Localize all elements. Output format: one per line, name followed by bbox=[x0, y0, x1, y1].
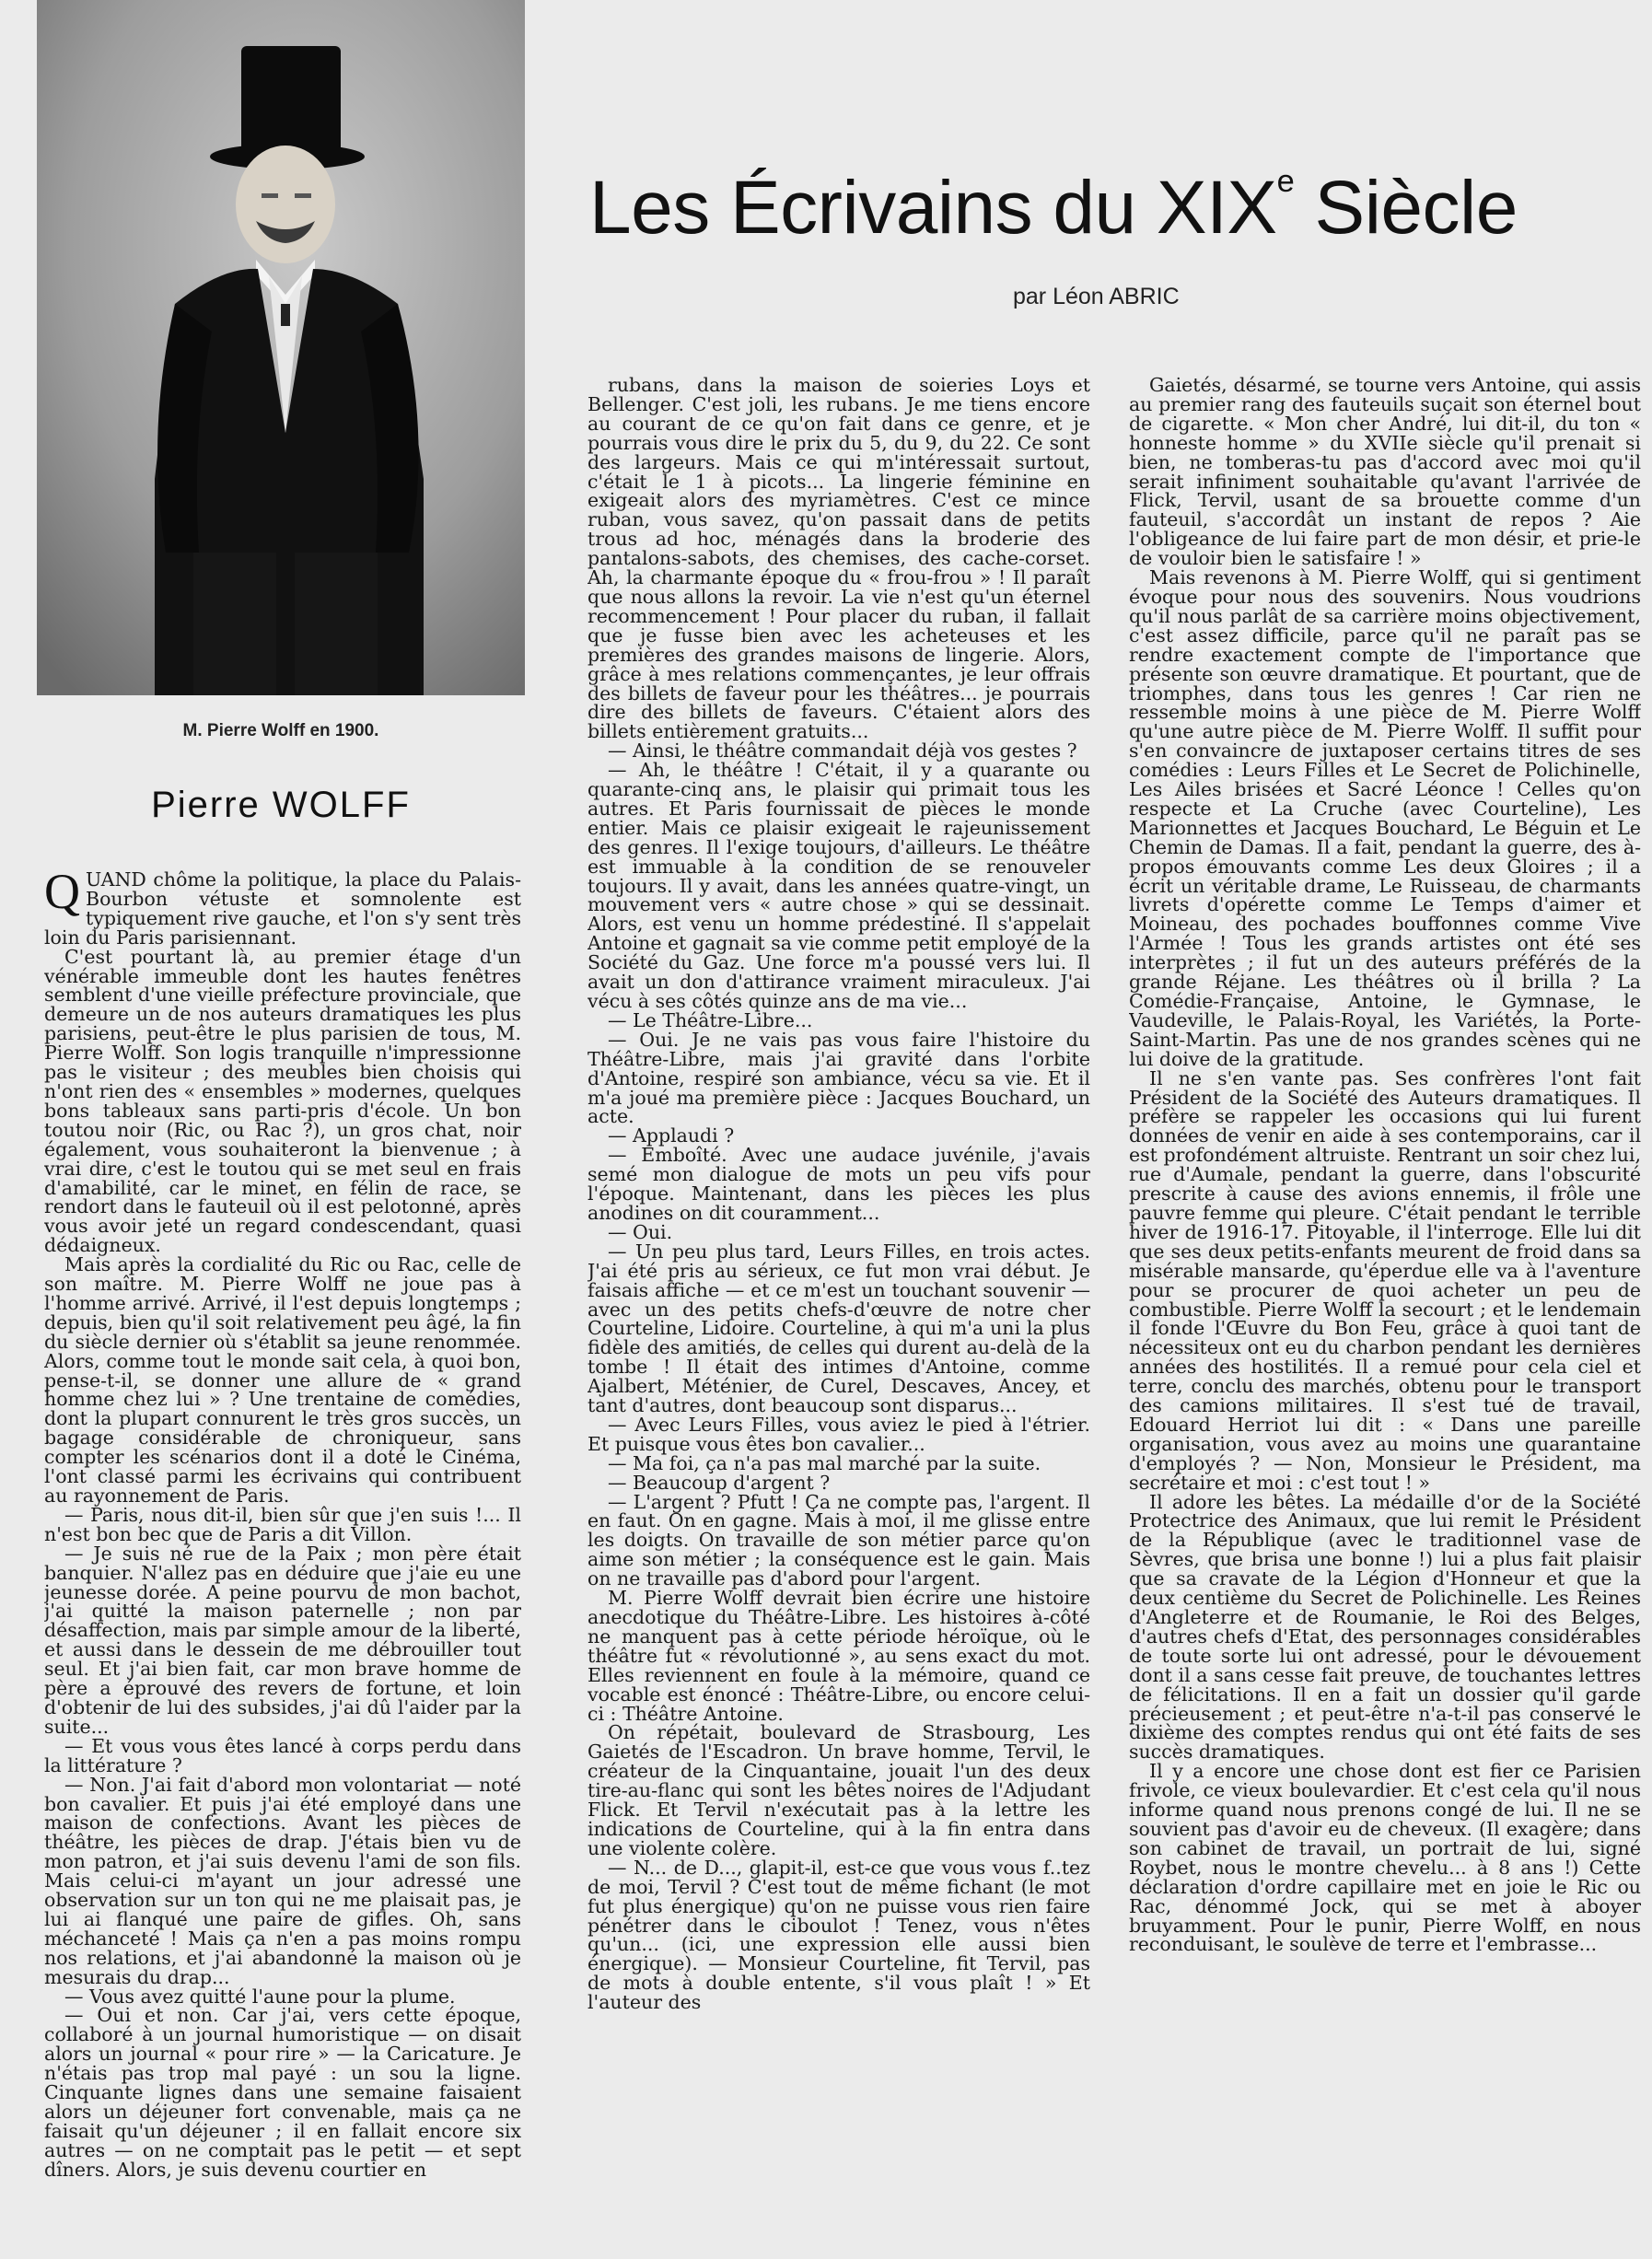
paragraph: — Et vous vous êtes lancé à corps perdu dans la littérature ? bbox=[44, 1734, 521, 1776]
paragraph: rubans, dans la maison de soieries Loys et Bellenger. C'est joli, les rubans. Je me tiens encore au courant de ce qu'on fait dans ce genre, et je pourrais vous dire le prix du 5, du 9, du 22. Ce sont des largeurs. Mais ce qui m'intéressait surtout, c'était le 1 à picots... La lingerie féminine en exigeait alors des myriamètres. C'est ce mince ruban, vous savez, qu'on passait dans de petits trous ad hoc, ménagés dans la broderie des pantalons-sabots, des chemises, des cache-corset. Ah, la charmante époque du « frou-frou » ! Il paraît que nous allons la revoir. La vie n'est qu'un éternel recommencement ! Pour placer du ruban, il fallait que je fusse bien avec les acheteuses et les premières des grandes maisons de lingerie. Alors, grâce à mes relations commençantes, je leur offrais des billets de faveur pour les théâtres... je pourrais dire des billets de faveurs. C'étaient alors des billets entièrement gratuits... bbox=[588, 376, 1090, 743]
paragraph: — N... de D..., glapit-il, est-ce que vous vous f..tez de moi, Tervil ? C'est tout de même fichant (le mot fut plus énergique) qu'on ne puisse vous rien faire pénétrer dans le ciboulot ! Tenez, vous n'êtes qu'un... (ici, une expression elle aussi bien énergique). — Monsieur Courteline, fit Tervil, pas de mots à double entente, s'il vous plaît ! » Et l'auteur des bbox=[588, 1856, 1090, 2014]
intro-paragraph bbox=[44, 870, 521, 948]
title-main: Les Écrivains du XIX bbox=[589, 165, 1277, 250]
paragraph: — Le Théâtre-Libre... bbox=[608, 1008, 813, 1031]
paragraph: — Beaucoup d'argent ? bbox=[608, 1471, 831, 1494]
paragraph: Mais après la cordialité du Ric ou Rac, celle de son maître. M. Pierre Wolff ne joue pas à l'homme arrivé. Arrivé, il l'est depuis longtemps ; depuis, bien qu'il soit relativement peu âgé, la fin du siècle dernier où s'établit sa jeune renommée. Alors, comme tout le monde sait cela, à quoi bon, pense-t-il, se donner une allure de « grand homme chez lui » ? Une trentaine de comédies, dont la plupart connurent le très gros succès, un bagage considérable de chroniqueur, sans compter les scénarios dont il a doté le Cinéma, l'ont classé parmi les écrivains qui contribuent au rayonnement de Paris. bbox=[44, 1253, 521, 1507]
paragraph: Gaietés, désarmé, se tourne vers Antoine, qui assis au premier rang des fauteuils suçait son éternel bout de cigarette. « Mon cher André, lui dit-il, du ton « honneste homme » du XVIIe siècle qu'il prenait si bien, ne tomberas-tu pas d'accord avec moi qu'il serait infiniment souhaitable qu'avant l'arrivée de Flick, Tervil, usant de sa brouette comme d'un fauteuil, s'accordât un instant de repos ? Aie l'obligeance de lui faire part de mon désir, et prie-le de vouloir bien le satisfaire ! » bbox=[1129, 376, 1641, 570]
article-column-2 bbox=[588, 376, 1090, 2247]
portrait-photo bbox=[37, 0, 525, 695]
paragraph: C'est pourtant là, au premier étage d'un vénérable immeuble dont les hautes fenêtres semblent d'une vieille préfecture provinciale, que demeure un de nos auteurs dramatiques les plus parisiens, peut-être le plus parisien de tous, M. Pierre Wolff. Son logis tranquille n'impressionne pas le visiteur ; des meubles bien choisis qui n'ont rien des « ensembles » modernes, quelques bons tableaux sans parti-pris d'école. Un bon toutou noir (Ric, ou Rac ?), un gros chat, noir également, vous souhaiteront la bienvenue ; à vrai dire, c'est le toutou qui se met seul en frais d'amabilité, car le minet, en félin de race, se rendort dans le fauteuil où il est pelotonné, après vous avoir jeté un regard condescendant, quasi dédaigneux. bbox=[44, 945, 521, 1257]
page-title bbox=[589, 164, 1639, 251]
paragraph: — Emboîté. Avec une audace juvénile, j'avais semé mon dialogue de mots un peu vifs pour l'époque. Maintenant, dans les pièces les plus anodines on dit couramment... bbox=[588, 1144, 1090, 1224]
photo-caption: M. Pierre Wolff en 1900. bbox=[182, 721, 379, 740]
paragraph: — Paris, nous dit-il, bien sûr que j'en suis !... Il n'est bon bec que de Paris a dit Villon. bbox=[44, 1503, 521, 1545]
title-sup: e bbox=[1276, 164, 1295, 199]
paragraph: Il adore les bêtes. La médaille d'or de la Société Protectrice des Animaux, que lui remit le Président de la République (avec le traditionnel vase de Sèvres, que brisa une bonne !) lui a plus fait plaisir que sa cravate de la Légion d'Honneur et que la deux centième du Secret de Polichinelle. Les Reines d'Angleterre et de Roumanie, le Roi des Belges, d'autres chefs d'Etat, des personnages considérables de toute sorte lui ont adressé, pour le dévouement dont il a sans cesse fait preuve, de touchantes lettres de félicitations. Il en a fait un dossier qu'il garde précieusement ; et peut-être n'a-t-il pas conservé le dixième des comptes rendus qui ont été faits de ses succès dramatiques. bbox=[1129, 1490, 1641, 1764]
paragraph: — Applaudi ? bbox=[608, 1124, 735, 1147]
paragraph: On répétait, boulevard de Strasbourg, Les Gaietés de l'Escadron. Un brave homme, Tervil, le créateur de la Cinquantaine, jouait l'un des deux tire-au-flanc qui sont les bêtes noires de l'Adjudant Flick. Et Tervil n'exécutait pas à la lettre les indications de Courteline, qui à la fin entra dans une violente colère. bbox=[588, 1721, 1090, 1859]
article-column-1 bbox=[44, 870, 521, 2242]
paragraph: — Vous avez quitté l'aune pour la plume. bbox=[64, 1985, 456, 2008]
paragraph: — Un peu plus tard, Leurs Filles, en trois actes. J'ai été pris au sérieux, ce fut mon vrai début. Je faisais affiche — et ce m'est un touchant souvenir — avec un des petits chefs-d'œuvre de notre cher Courteline, Lidoire. Courteline, à qui m'a uni la plus fidèle des amitiés, de celles qui durent au-delà de la tombe ! Il était des intimes d'Antoine, comme Ajalbert, Méténier, de Curel, Descaves, Ancey, et tant d'autres, dont beaucoup sont disparus... bbox=[588, 1240, 1090, 1417]
intro-text: UAND chôme la politique, la place du Palais-Bourbon vétuste et somnolente est typiquement rive gauche, et l'on s'y sent très loin du Paris parisiennant. bbox=[44, 870, 521, 949]
drop-cap: Q bbox=[44, 870, 80, 919]
byline: par Léon ABRIC bbox=[1013, 284, 1180, 309]
title-tail: Siècle bbox=[1294, 165, 1518, 250]
paragraph: — Oui. bbox=[608, 1220, 673, 1243]
paragraph: — Ma foi, ça n'a pas mal marché par la suite. bbox=[608, 1451, 1041, 1474]
paragraph: — Oui. Je ne vais pas vous faire l'histoire du Théâtre-Libre, mais j'ai gravité dans l'orbite d'Antoine, respiré son ambiance, vécu sa vie. Et il m'a joué ma première pièce : Jacques Bouchard, un acte. bbox=[588, 1028, 1090, 1128]
paragraph: — Avec Leurs Filles, vous aviez le pied à l'étrier. Et puisque vous êtes bon cavalier... bbox=[588, 1413, 1090, 1455]
paragraph: — Ainsi, le théâtre commandait déjà vos gestes ? bbox=[608, 739, 1077, 763]
paragraph: — L'argent ? Pfutt ! Ça ne compte pas, l'argent. Il en faut. On en gagne. Mais à moi, il me glisse entre les doigts. On travaille de son métier parce qu'on aime son métier ; la conséquence est le gain. Mais on ne travaille pas d'abord pour l'argent. bbox=[588, 1490, 1090, 1590]
paragraph: Il y a encore une chose dont est fier ce Parisien frivole, ce vieux boulevardier. Et c'est cela qu'il nous informe quand nous prenons congé de lui. Il ne se souvient pas d'avoir eu de cheveux. (Il exagère; dans son cabinet de travail, un portrait de lui, signé Roybet, nous le montre chevelu... à 8 ans !) Cette déclaration d'ordre capillaire met en joie le Ric ou Rac, dénommé Jock, qui se met à aboyer bruyamment. Pour le punir, Pierre Wolff, en nous reconduisant, le soulève de terre et l'embrasse... bbox=[1129, 1760, 1641, 1956]
paragraph: M. Pierre Wolff devrait bien écrire une histoire anecdotique du Théâtre-Libre. Les histoires à-côté ne manquent pas à cette période héroïque, où le théâtre fut « révolutionné », au sens exact du mot. Elles reviennent en foule à la mémoire, quand ce vocable est énoncé : Théâtre-Libre, ou encore celui-ci : Théâtre Antoine. bbox=[588, 1587, 1090, 1725]
paragraph: Mais revenons à M. Pierre Wolff, qui si gentiment évoque pour nous des souvenirs. Nous voudrions qu'il nous parlât de sa carrière moins objectivement, c'est assez difficile, parce qu'il ne paraît pas se rendre exactement compte de l'importance que présente son œuvre dramatique. Et pourtant, que de triomphes, dans tous les genres ! Car rien ne ressemble moins à une pièce de M. Pierre Wolff qu'une autre pièce de M. Pierre Wolff. Il suffit pour s'en convaincre de juxtaposer certains titres de ses comédies : Leurs Filles et Le Secret de Polichinelle, Les Ailes brisées et Sacré Léonce ! Celles qu'on respecte et La Cruche (avec Courteline), Les Marionnettes et Jacques Bouchard, Le Béguin et Le Chemin de Damas. Il a fait, pendant la guerre, des à-propos émouvants comme Les deux Gloires ; il a écrit un véritable drame, Le Ruisseau, de charmants livrets d'opérette comme Le Temps d'aimer et Moineau, des pochades bouffonnes comme Vive l'Armée ! Tous les grands artistes ont été ses interprètes ; il fut un des auteurs préférés de la grande Réjane. Les théâtres où il brilla ? La Comédie-Française, Antoine, le Gymnase, le Vaudeville, le Palais-Royal, les Variétés, la Porte-Saint-Martin. Pas une de nos grandes scènes qui ne lui doive de la gratitude. bbox=[1129, 566, 1641, 1070]
paragraph: — Non. J'ai fait d'abord mon volontariat — noté bon cavalier. Et puis j'ai été employé dans une maison de confections. Avant les pièces de théâtre, les pièces de drap. J'étais bien vu de mon patron, et j'ai suis devenu l'ami de son fils. Mais celui-ci m'ayant un jour adressé une observation sur un ton qui ne me plaisait pas, je lui ai flanqué une paire de gifles. Oh, sans méchanceté ! Mais ça n'en a pas moins rompu nos relations, et j'ai abandonné la maison où je mesurais du drap... bbox=[44, 1773, 521, 1988]
portrait-photo-icon bbox=[37, 0, 525, 695]
paragraph: — Ah, le théâtre ! C'était, il y a quarante ou quarante-cinq ans, le plaisir qui primait tous les autres. Et Paris fournissait de pièces le monde entier. Mais ce plaisir exigeait le rajeunissement des genres. Il l'exige toujours, d'ailleurs. Le théâtre est immuable à la condition de se renouveler toujours. Il y avait, dans les années quatre-vingt, un mouvement vers « autre chose » qui se dessinait. Alors, est venu un homme prédestiné. Il s'appelait Antoine et gagnait sa vie comme petit employé de la Société du Gaz. Une force m'a poussé vers lui. Il avait un don d'attirance vraiment miraculeux. J'ai vécu à ses côtés quinze ans de ma vie... bbox=[588, 759, 1090, 1012]
paragraph: Il ne s'en vante pas. Ses confrères l'ont fait Président de la Société des Auteurs dramatiques. Il préfère se rappeler les occasions qui lui furent données de venir en aide à ses contemporains, car il est profondément altruiste. Rentrant un soir chez lui, rue d'Aumale, pendant la guerre, dans l'obscurité prescrite à cause des avions ennemis, il frôle une pauvre femme qui pleure. C'était pendant le terrible hiver de 1916-17. Pitoyable, il l'interroge. Elle lui dit que ses deux petits-enfants meurent de froid dans sa misérable mansarde, qu'éperdue elle va à l'aventure pour se procurer de quoi acheter un peu de combustible. Pierre Wolff la secourt ; et le lendemain il fonde l'Œuvre du Bon Feu, grâce à quoi tant de nécessiteux ont eu du charbon pendant les dernières années des hostilités. Il a remué pour cela ciel et terre, conclu des marchés, obtenu pour le transport des camions militaires. Il s'est tué de travail, Edouard Herriot lui dit : « Dans une pareille organisation, vous avez au moins une quarantaine d'employés ? — Non, Monsieur le Président, ma secrétaire et moi : c'est tout ! » bbox=[1129, 1066, 1641, 1494]
article-column-3 bbox=[1129, 376, 1641, 2247]
paragraph: — Je suis né rue de la Paix ; mon père était banquier. N'allez pas en déduire que j'aie eu une jeunesse dorée. A peine pourvu de mon bachot, j'ai quitté la maison paternelle ; non par désaffection, mais par simple amour de la liberté, et aussi dans le dessein de me débrouiller tout seul. Et j'ai bien fait, car mon brave homme de père a éprouvé des revers de fortune, et loin d'obtenir de lui des subsides, j'ai dû l'aider par la suite... bbox=[44, 1542, 521, 1738]
paragraph: — Oui et non. Car j'ai, vers cette époque, collaboré à un journal humoristique — on disait alors un journal « pour rire » — la Caricature. Je n'étais pas trop mal payé : un sou la ligne. Cinquante lignes dans une semaine faisaient alors un déjeuner fort convenable, mais ça ne faisait qu'un déjeuner ; il en fallait encore six autres — on ne comptait pas le petit — et sept dîners. Alors, je suis devenu courtier en bbox=[44, 2004, 521, 2181]
section-heading: Pierre WOLFF bbox=[151, 785, 411, 825]
